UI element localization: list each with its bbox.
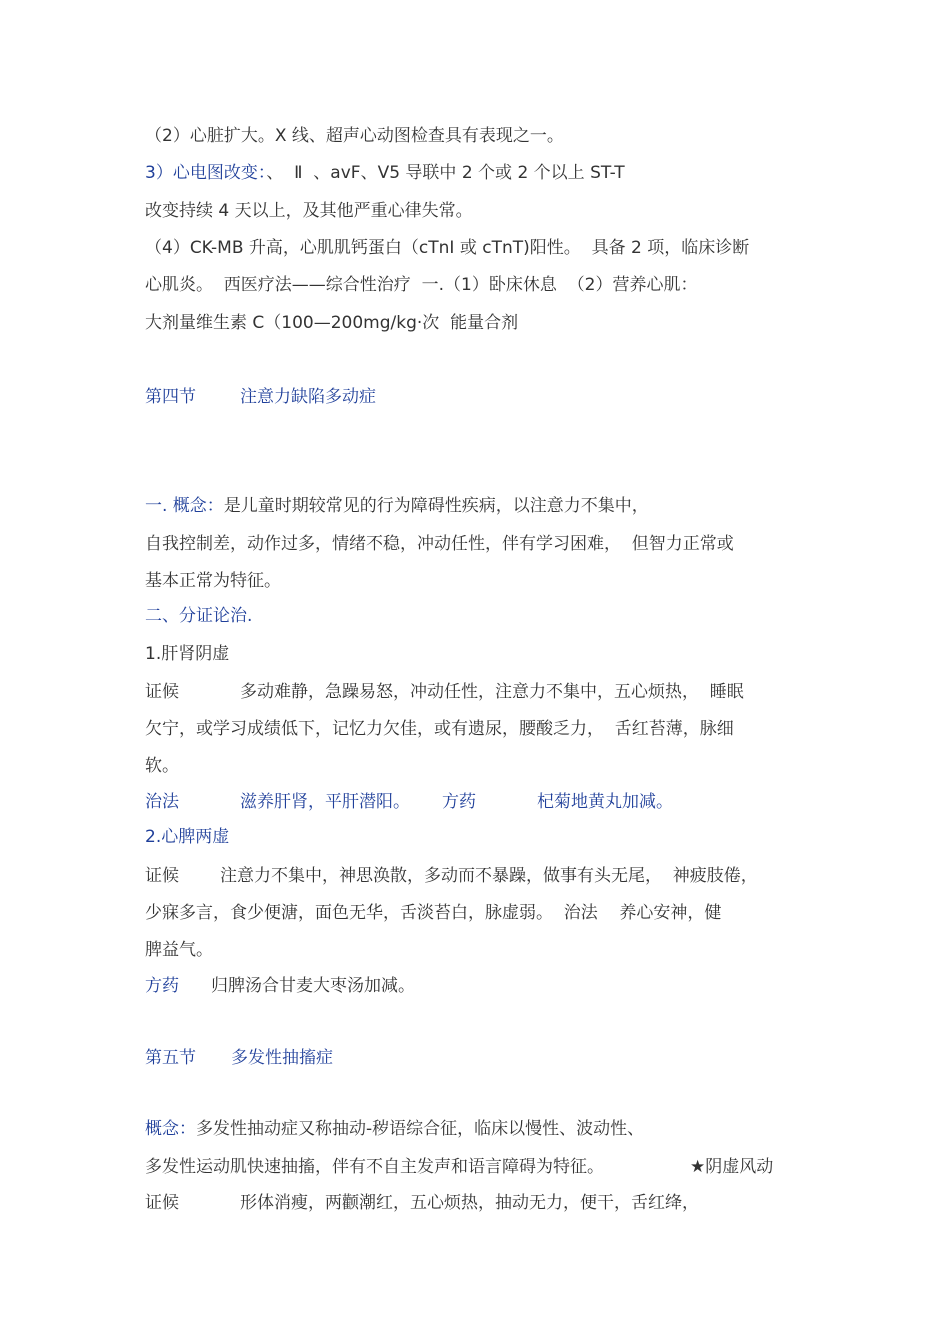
text-line-syndrome-2: 欠宁，或学习成绩低下，记忆力欠佳，或有遗尿，腰酸乏力， 舌红苔薄，脉细 bbox=[145, 719, 734, 739]
section-4-heading bbox=[145, 385, 376, 409]
text-line-syndrome-3: 软。 bbox=[145, 756, 179, 776]
section-5-heading bbox=[145, 1046, 333, 1070]
syndrome-text: 多动难静，急躁易怒，冲动任性，注意力不集中，五心烦热， 睡眠 bbox=[240, 682, 744, 702]
tic-concept-label: 概念： bbox=[145, 1119, 196, 1139]
concept-text: 是儿童时期较常见的行为障碍性疾病，以注意力不集中， bbox=[223, 496, 649, 516]
ecg-text: 、 Ⅱ 、avF、V5 导联中 2 个或 2 个以上 ST-T bbox=[266, 163, 625, 183]
section-4-label: 第四节 bbox=[145, 387, 196, 407]
section-4-title: 注意力缺陷多动症 bbox=[240, 387, 376, 407]
text-line-arrhythmia: 改变持续 4 天以上，及其他严重心律失常。 bbox=[145, 201, 473, 221]
text-line-syndrome-b1 bbox=[145, 864, 758, 888]
text-line-heart-enlargement: （2）心脏扩大。X 线、超声心动图检查具有表现之一。 bbox=[145, 126, 564, 146]
text-line-syndrome-b2: 少寐多言，食少便溏，面色无华，舌淡苔白，脉虚弱。 治法 养心安神，健 bbox=[145, 903, 722, 923]
syndrome-b-label: 证候 bbox=[145, 866, 179, 886]
subheading-liver-kidney: 1.肝肾阴虚 bbox=[145, 644, 230, 664]
prescription-b-text: 归脾汤合甘麦大枣汤加减。 bbox=[211, 976, 415, 996]
prescription-text: 杞菊地黄丸加减。 bbox=[537, 792, 673, 812]
text-line-syndrome-b3: 脾益气。 bbox=[145, 940, 213, 960]
text-line-concept-3: 基本正常为特征。 bbox=[145, 571, 281, 591]
syndrome-b-text: 注意力不集中，神思涣散，多动而不暴躁，做事有头无尾， 神疲肢倦， bbox=[220, 866, 758, 886]
tic-concept-text: 多发性抽动症又称抽动-秽语综合征，临床以慢性、波动性、 bbox=[196, 1119, 645, 1139]
tic-syndrome-text: 形体消瘦，两颧潮红，五心烦热，抽动无力，便干，舌红绛， bbox=[240, 1193, 699, 1213]
tic-syndrome-label: 证候 bbox=[145, 1193, 179, 1213]
tic-concept-2-text: 多发性运动肌快速抽搐，伴有不自主发声和语言障碍为特征。 bbox=[145, 1157, 604, 1177]
text-line-concept bbox=[145, 494, 649, 518]
text-line-tic-concept bbox=[145, 1117, 644, 1141]
concept-label: 一. 概念： bbox=[145, 496, 224, 516]
ecg-heading: 3）心电图改变： bbox=[145, 163, 267, 183]
text-line-method-prescription bbox=[145, 790, 673, 814]
yin-deficiency-marker: ★阴虚风动 bbox=[690, 1157, 774, 1177]
text-line-tic-syndrome bbox=[145, 1191, 699, 1215]
section-5-label: 第五节 bbox=[145, 1048, 196, 1068]
text-line-concept-2: 自我控制差，动作过多，情绪不稳，冲动任性，伴有学习困难， 但智力正常或 bbox=[145, 534, 734, 554]
method-text: 滋养肝肾，平肝潜阳。 bbox=[240, 792, 410, 812]
section-5-title: 多发性抽搐症 bbox=[231, 1048, 333, 1068]
syndrome-label: 证候 bbox=[145, 682, 179, 702]
text-line-prescription-b bbox=[145, 974, 415, 998]
text-line-ecg bbox=[145, 161, 625, 185]
text-line-syndrome-1 bbox=[145, 680, 744, 704]
prescription-b-label: 方药 bbox=[145, 976, 179, 996]
text-line-treatment: 心肌炎。 西医疗法——综合性治疗 一.（1）卧床休息 （2）营养心肌： bbox=[145, 275, 698, 295]
subheading-heart-spleen: 2.心脾两虚 bbox=[145, 827, 230, 847]
text-line-tic-concept-2 bbox=[145, 1155, 773, 1179]
method-label: 治法 bbox=[145, 792, 179, 812]
text-line-ckmb: （4）CK-MB 升高，心肌肌钙蛋白（cTnI 或 cTnT)阳性。 具备 2 项，临床诊断 bbox=[145, 238, 750, 258]
prescription-label: 方药 bbox=[442, 792, 476, 812]
subheading-differentiation: 二、分证论治. bbox=[145, 606, 253, 626]
text-line-vitamin-c: 大剂量维生素 C（100—200mg/kg·次 能量合剂 bbox=[145, 313, 519, 333]
